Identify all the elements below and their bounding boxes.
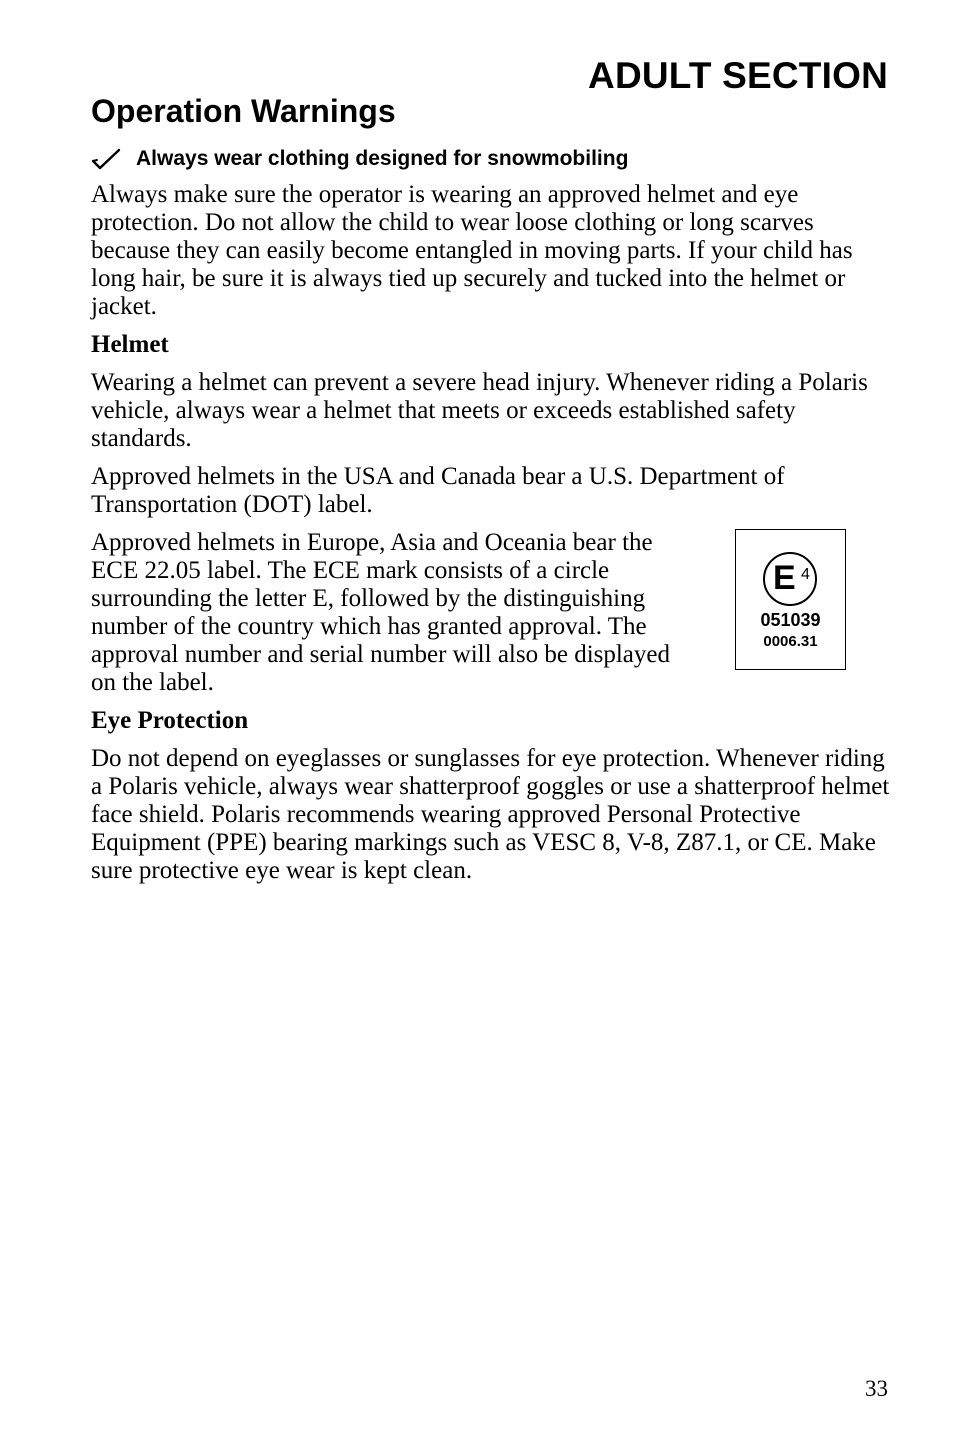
eye-protection-paragraph: Do not depend on eyeglasses or sunglasses for eye protection. Whenever riding a Polaris vehicle, always wear shatterproof goggles or use a shatterproof helmet face shield. Polaris recommends wearing approved Personal Protective Equipment (PPE) bearing markings such as VESC 8, V-8, Z87.1, or CE. Make sure protective eye wear is kept clean. <box>91 745 890 884</box>
helmet-heading: Helmet <box>91 331 169 358</box>
ece-section <box>91 529 891 697</box>
ece-letter: E <box>773 559 796 597</box>
content-body <box>91 181 891 895</box>
section-title: ADULT SECTION <box>588 55 888 96</box>
helmet-paragraph-2: Approved helmets in the USA and Canada bear a U.S. Department of Transportation (DOT) label. <box>91 463 785 518</box>
page-heading: Operation Warnings <box>91 93 396 129</box>
clothing-paragraph: Always make sure the operator is wearing an approved helmet and eye protection. Do not allow the child to wear loose clothing or long scarves because they can easily become entangled in moving parts. If your child has long hair, be sure it is always tied up securely and tucked into the helmet or jacket. <box>91 181 853 320</box>
ece-country-number: 4 <box>801 566 810 583</box>
eye-protection-heading: Eye Protection <box>91 707 249 734</box>
helmet-paragraph-1: Wearing a helmet can prevent a severe head injury. Whenever riding a Polaris vehicle, always wear a helmet that meets or exceeds established safety standards. <box>91 369 868 452</box>
checkmark-icon <box>91 147 121 171</box>
ece-serial-number: 0006.31 <box>763 633 818 650</box>
ece-circle-mark <box>763 552 817 606</box>
helmet-paragraph-3: Approved helmets in Europe, Asia and Oceania bear the ECE 22.05 label. The ECE mark consists of a circle surrounding the letter E, followed by the distinguishing number of the country which has granted approval. The approval number and serial number will also be displayed on the label. <box>91 529 671 696</box>
checklist-item-label: Always wear clothing designed for snowmobiling <box>136 147 629 170</box>
page-number: 33 <box>865 1376 888 1401</box>
checklist-item <box>91 145 628 173</box>
ece-approval-label <box>735 529 846 670</box>
manual-page <box>91 0 891 1454</box>
ece-approval-number: 051039 <box>760 610 821 630</box>
